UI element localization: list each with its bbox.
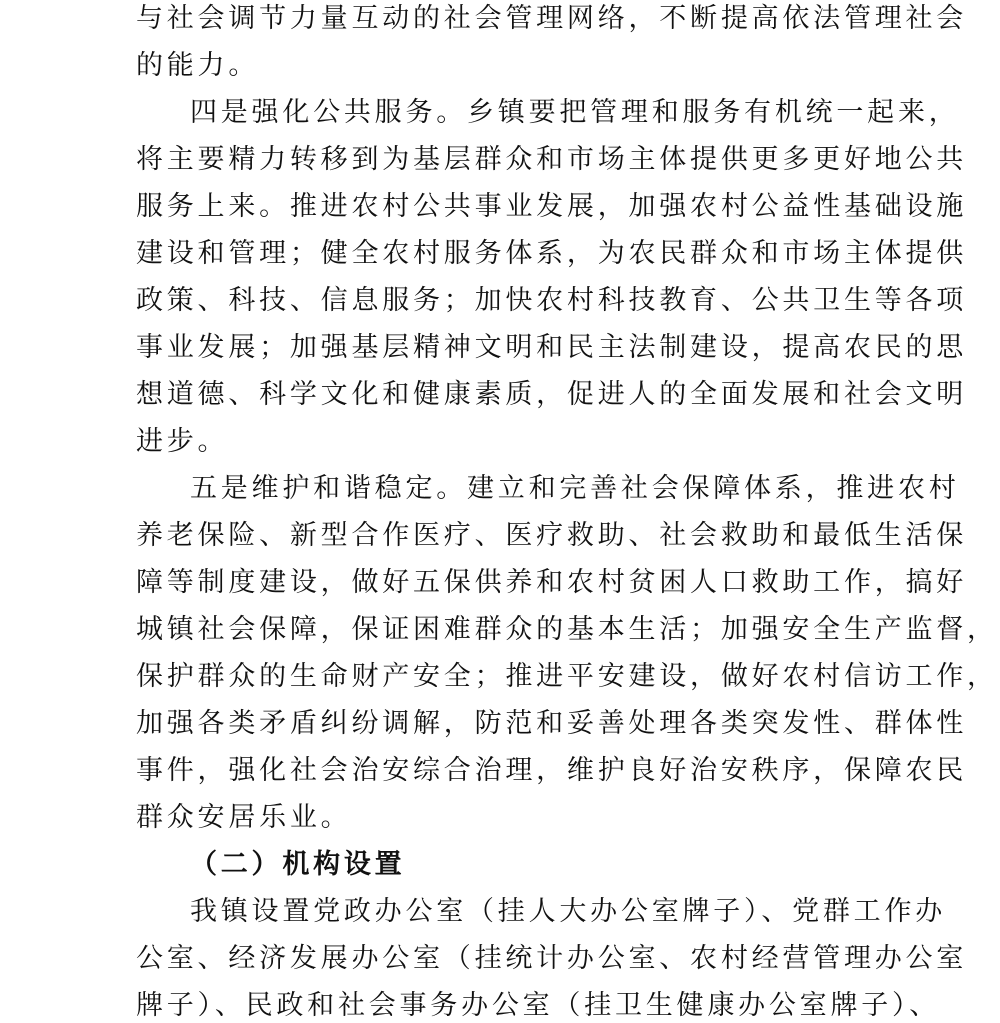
text-line: 事件，强化社会治安综合治理，维护良好治安秩序，保障农民 xyxy=(136,755,968,786)
text-line: 事业发展；加强基层精神文明和民主法制建设，提高农民的思 xyxy=(136,332,968,363)
section-heading: （二）机构设置 xyxy=(190,849,406,880)
text-line: 想道德、科学文化和健康素质，促进人的全面发展和社会文明 xyxy=(136,379,968,410)
text-line: 与社会调节力量互动的社会管理网络，不断提高依法管理社会 xyxy=(136,3,968,34)
text-line: 牌子）、民政和社会事务办公室（挂卫生健康办公室牌子）、 xyxy=(136,990,941,1021)
paragraph-first-line: 四是强化公共服务。乡镇要把管理和服务有机统一起来， xyxy=(190,97,960,128)
text-line: 将主要精力转移到为基层群众和市场主体提供更多更好地公共 xyxy=(136,144,968,175)
text-line: 障等制度建设，做好五保供养和农村贫困人口救助工作，搞好 xyxy=(136,567,968,598)
text-line: 保护群众的生命财产安全；推进平安建设，做好农村信访工作， xyxy=(136,661,998,692)
paragraph-first-line: 我镇设置党政办公室（挂人大办公室牌子）、党群工作办 xyxy=(190,896,946,927)
text-line: 群众安居乐业。 xyxy=(136,802,352,833)
text-line: 养老保险、新型合作医疗、医疗救助、社会救助和最低生活保 xyxy=(136,520,968,551)
text-line: 建设和管理；健全农村服务体系，为农民群众和市场主体提供 xyxy=(136,238,968,269)
paragraph-first-line: 五是维护和谐稳定。建立和完善社会保障体系，推进农村 xyxy=(190,473,960,504)
text-line: 政策、科技、信息服务；加快农村科技教育、公共卫生等各项 xyxy=(136,285,968,316)
text-line: 进步。 xyxy=(136,426,229,457)
text-line: 公室、经济发展办公室（挂统计办公室、农村经营管理办公室 xyxy=(136,943,968,974)
text-line: 加强各类矛盾纠纷调解，防范和妥善处理各类突发性、群体性 xyxy=(136,708,968,739)
text-line: 城镇社会保障，保证困难群众的基本生活；加强安全生产监督， xyxy=(136,614,998,645)
text-line: 的能力。 xyxy=(136,50,260,81)
text-line: 服务上来。推进农村公共事业发展，加强农村公益性基础设施 xyxy=(136,191,968,222)
